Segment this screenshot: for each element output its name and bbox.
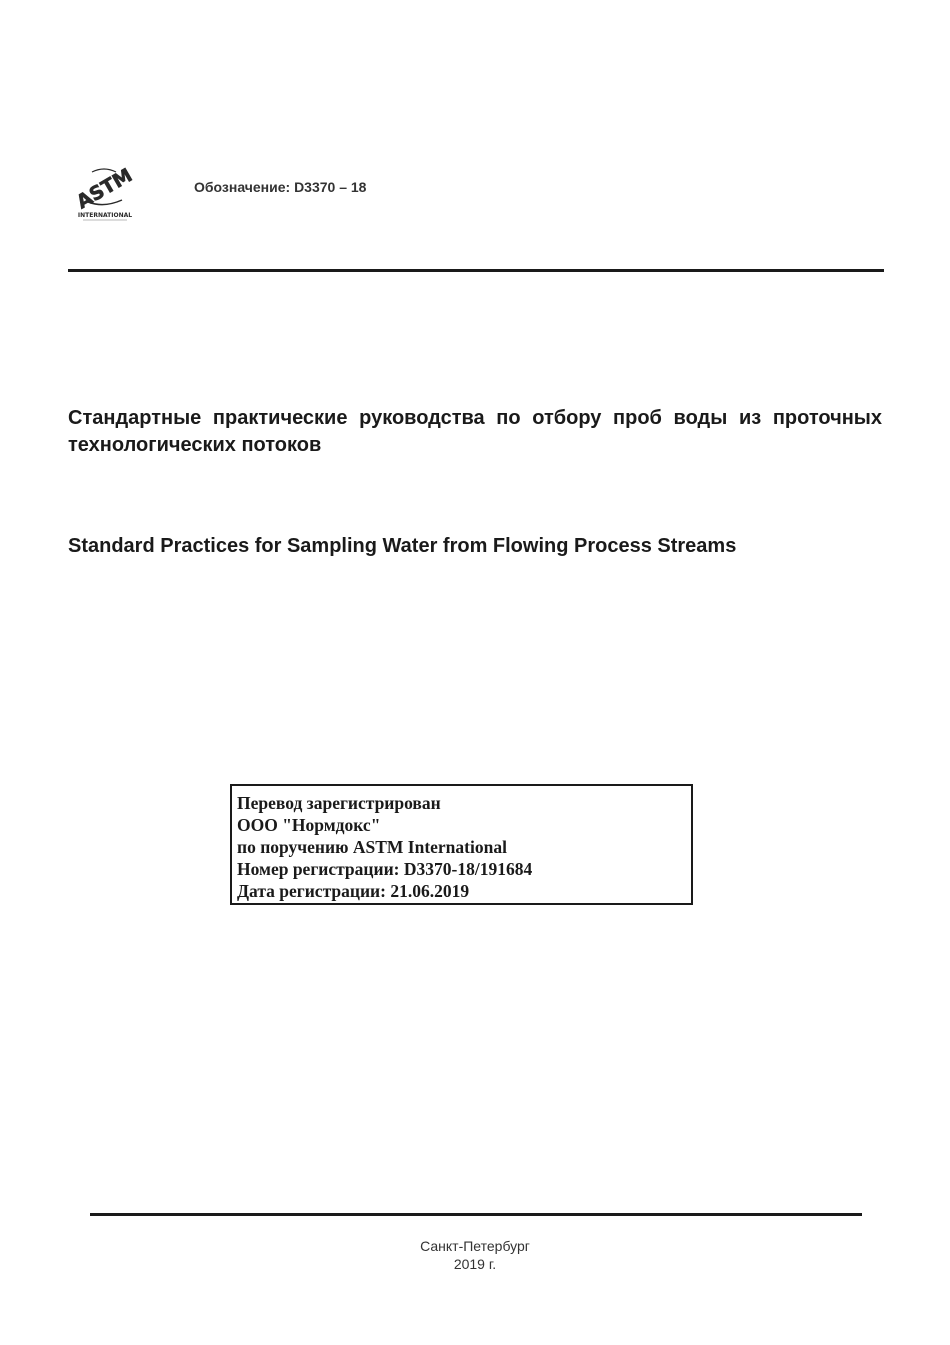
registration-number: Номер регистрации: D3370-18/191684: [237, 859, 533, 879]
registration-line-3: по поручению ASTM International: [237, 837, 507, 857]
top-divider: [68, 269, 884, 272]
svg-text:INTERNATIONAL: INTERNATIONAL: [77, 212, 133, 219]
registration-line-2: ООО "Нормдокс": [237, 815, 381, 835]
footer-city: Санкт-Петербург: [420, 1238, 530, 1254]
svg-text:ASTM: ASTM: [72, 164, 137, 214]
title-russian: Стандартные практические руководства по отбору проб воды из проточных технологических потоков: [68, 407, 882, 456]
footer: [0, 1237, 950, 1273]
title-english: Standard Practices for Sampling Water from Flowing Process Streams: [68, 535, 737, 557]
document-designation: Обозначение: D3370 – 18: [194, 179, 367, 195]
footer-year: 2019 г.: [453, 1256, 497, 1272]
registration-line-1: Перевод зарегистрирован: [237, 793, 441, 813]
bottom-divider: [90, 1213, 862, 1216]
astm-logo-icon: [72, 164, 137, 222]
registration-box: [230, 784, 693, 905]
registration-date: Дата регистрации: 21.06.2019: [237, 881, 470, 901]
